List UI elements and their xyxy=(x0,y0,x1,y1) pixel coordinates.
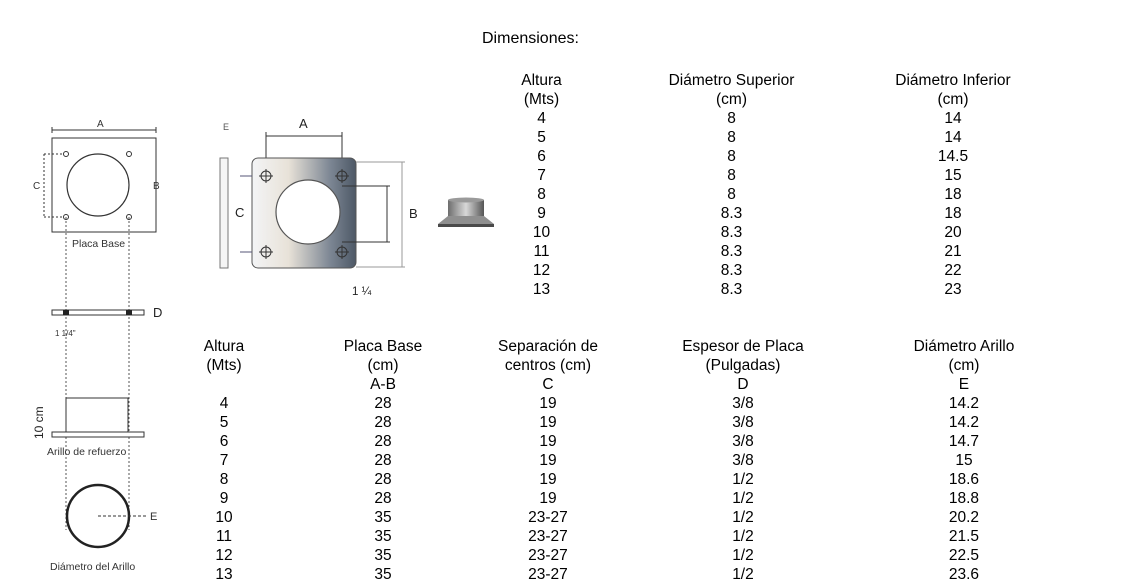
table-cell: 8 xyxy=(537,186,546,203)
table-cell: 8.3 xyxy=(720,205,743,222)
column-header-line: centros (cm) xyxy=(504,357,592,374)
placa-base-label: Placa Base xyxy=(72,238,126,250)
table-cell: 6 xyxy=(219,433,229,450)
column-header-line: (Mts) xyxy=(206,357,242,374)
table-cell: 18.8 xyxy=(948,490,980,507)
table-cell: 14.5 xyxy=(937,148,969,165)
table-cell: 3/8 xyxy=(732,433,754,450)
table-cell: 11 xyxy=(533,243,550,260)
table-cell: 13 xyxy=(215,566,233,583)
table-cell: 28 xyxy=(374,395,392,412)
table-cell: 15 xyxy=(955,452,973,469)
table-row xyxy=(180,451,1040,470)
table-cell: 23 xyxy=(944,281,962,298)
diametro-arillo-label: Diámetro del Arillo xyxy=(50,561,136,573)
placa-base-top-view xyxy=(33,119,160,250)
table-cell: 14.2 xyxy=(948,414,980,431)
left-label-b: B xyxy=(153,181,160,192)
column-header xyxy=(180,337,268,394)
column-header-line: Altura xyxy=(203,338,245,355)
table-cell: 28 xyxy=(374,414,392,431)
column-header-line: Separación de xyxy=(498,338,598,355)
table-cell: 5 xyxy=(219,414,229,431)
column-header-line xyxy=(180,375,268,394)
mid-label-c: C xyxy=(235,205,245,220)
table-cell: 3/8 xyxy=(732,395,754,412)
mid-label-b: B xyxy=(409,206,418,221)
table-cell: 8 xyxy=(727,167,736,184)
left-technical-diagram xyxy=(0,110,190,586)
table-cell: 9 xyxy=(219,490,229,507)
table-cell: 23-27 xyxy=(528,547,568,564)
table-cell: 19 xyxy=(539,395,557,412)
table-cell: 7 xyxy=(537,167,546,184)
table-row xyxy=(485,223,1041,242)
column-header-line: Diámetro Superior xyxy=(668,72,795,89)
column-header xyxy=(598,337,888,394)
left-label-e: E xyxy=(150,511,158,523)
height-label: 10 cm xyxy=(32,406,46,439)
table-cell: 22 xyxy=(944,262,962,279)
table-cell: 5 xyxy=(537,129,546,146)
column-header xyxy=(498,337,598,394)
plate-detail-diagram xyxy=(200,112,430,302)
table-cell: 20.2 xyxy=(948,509,980,526)
table-cell: 11 xyxy=(215,528,233,545)
table-cell: 8 xyxy=(727,110,736,127)
arillo-refuerzo-label: Arillo de refuerzo xyxy=(47,446,127,458)
left-label-d: D xyxy=(153,305,163,320)
column-header-line: Placa Base xyxy=(343,338,423,355)
table-cell: 23-27 xyxy=(528,509,568,526)
page-title: Dimensiones: xyxy=(482,30,579,47)
plate-side-view xyxy=(52,305,162,338)
column-header xyxy=(268,337,498,394)
table-row xyxy=(485,261,1041,280)
column-header-line: C xyxy=(542,376,554,393)
top-dimensions-table xyxy=(485,71,1041,299)
table-cell: 4 xyxy=(537,110,546,127)
left-label-a: A xyxy=(97,119,104,130)
table-row xyxy=(485,128,1041,147)
table-cell: 19 xyxy=(539,490,557,507)
table-cell: 8 xyxy=(219,471,229,488)
table-row xyxy=(180,546,1040,565)
table-cell: 21.5 xyxy=(948,528,980,545)
table-cell: 28 xyxy=(374,433,392,450)
column-header-line: (cm) xyxy=(367,357,399,374)
table-cell: 23.6 xyxy=(948,566,980,583)
column-header-line: D xyxy=(737,376,749,393)
table-cell: 9 xyxy=(537,205,546,222)
table-cell: 1/2 xyxy=(732,509,754,526)
column-header-line: Espesor de Placa xyxy=(682,338,804,355)
table-cell: 35 xyxy=(374,547,392,564)
table-cell: 28 xyxy=(374,471,392,488)
table-cell: 1/2 xyxy=(732,547,754,564)
table-cell: 18 xyxy=(944,205,962,222)
table-cell: 18 xyxy=(944,186,962,203)
left-label-c: C xyxy=(33,181,41,192)
table-cell: 8 xyxy=(727,148,736,165)
table-cell: 18.6 xyxy=(948,471,980,488)
table-cell: 8 xyxy=(727,129,736,146)
table-cell: 7 xyxy=(219,452,229,469)
column-header-line: E xyxy=(958,376,970,393)
table-cell: 28 xyxy=(374,452,392,469)
table-cell: 14.2 xyxy=(948,395,980,412)
bottom-dimensions-table xyxy=(180,337,1040,584)
column-header-line: Diámetro Inferior xyxy=(895,72,1011,89)
table-cell: 6 xyxy=(537,148,546,165)
table-cell: 14.7 xyxy=(948,433,980,450)
table-cell: 10 xyxy=(532,224,551,241)
table-row xyxy=(180,394,1040,413)
column-header-line: (cm) xyxy=(948,357,980,374)
column-header xyxy=(865,71,1041,109)
table-cell: 14 xyxy=(944,129,962,146)
mid-label-e: E xyxy=(223,122,230,132)
table-cell: 19 xyxy=(539,452,557,469)
mid-label-a: A xyxy=(299,116,308,131)
column-header xyxy=(485,71,598,109)
table-row xyxy=(485,109,1041,128)
table-cell: 8.3 xyxy=(720,281,743,298)
table-cell: 19 xyxy=(539,433,557,450)
table-cell: 1/2 xyxy=(732,566,754,583)
table-cell: 23-27 xyxy=(528,566,568,583)
table-row xyxy=(485,185,1041,204)
column-header-line: Altura xyxy=(521,72,562,89)
table-cell: 12 xyxy=(215,547,233,564)
left-thickness-label: 1 1/4" xyxy=(55,329,76,338)
column-header-line: A-B xyxy=(370,376,396,393)
table-cell: 8.3 xyxy=(720,224,743,241)
table-cell: 22.5 xyxy=(948,547,980,564)
table-cell: 35 xyxy=(374,566,392,583)
table-cell: 1/2 xyxy=(732,490,754,507)
column-header xyxy=(598,71,865,109)
table-row xyxy=(485,242,1041,261)
column-header-line: (Mts) xyxy=(523,91,560,108)
table-header-row xyxy=(180,337,1040,394)
table-cell: 14 xyxy=(944,110,962,127)
table-cell: 21 xyxy=(944,243,962,260)
table-row xyxy=(180,432,1040,451)
table-cell: 4 xyxy=(219,395,229,412)
column-header-line: (cm) xyxy=(937,91,969,108)
table-row xyxy=(485,204,1041,223)
table-row xyxy=(180,489,1040,508)
column-header xyxy=(888,337,1040,394)
table-row xyxy=(180,470,1040,489)
table-cell: 8.3 xyxy=(720,262,743,279)
table-row xyxy=(485,280,1041,299)
table-row xyxy=(180,565,1040,584)
table-cell: 3/8 xyxy=(732,452,754,469)
table-row xyxy=(180,527,1040,546)
table-cell: 35 xyxy=(374,509,392,526)
table-row xyxy=(180,508,1040,527)
table-cell: 15 xyxy=(944,167,962,184)
column-header-line: Diámetro Arillo xyxy=(913,338,1015,355)
column-header-line: (cm) xyxy=(716,91,747,108)
arillo-refuerzo-view xyxy=(32,398,144,458)
table-header-row xyxy=(485,71,1041,109)
table-cell: 1/2 xyxy=(732,471,754,488)
table-cell: 3/8 xyxy=(732,414,754,431)
table-cell: 19 xyxy=(539,414,557,431)
table-row xyxy=(485,166,1041,185)
table-row xyxy=(485,147,1041,166)
mid-thickness-label: 1 ¼ xyxy=(352,286,372,298)
table-cell: 28 xyxy=(374,490,392,507)
table-cell: 20 xyxy=(944,224,962,241)
column-header-line: (Pulgadas) xyxy=(705,357,781,374)
table-row xyxy=(180,413,1040,432)
table-cell: 12 xyxy=(532,262,551,279)
table-cell: 10 xyxy=(215,509,233,526)
table-cell: 8.3 xyxy=(720,243,743,260)
table-cell: 8 xyxy=(727,186,736,203)
table-cell: 19 xyxy=(539,471,557,488)
table-cell: 35 xyxy=(374,528,392,545)
table-cell: 23-27 xyxy=(528,528,568,545)
table-cell: 1/2 xyxy=(732,528,754,545)
table-cell: 13 xyxy=(532,281,551,298)
